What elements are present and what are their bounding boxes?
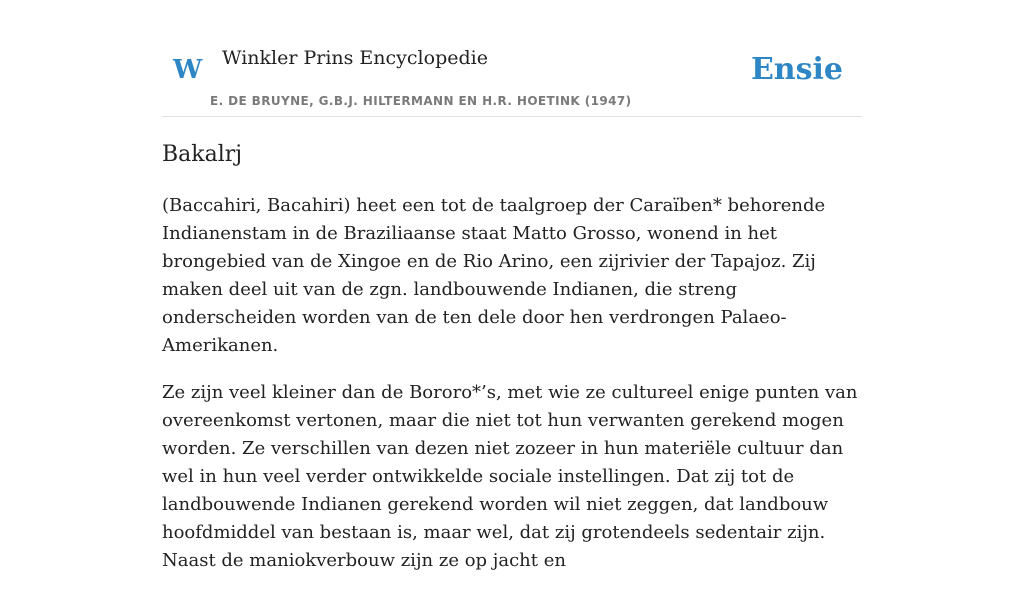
authors-subtitle: E. DE BRUYNE, G.B.J. HILTERMANN EN H.R. HOETINK (1947) <box>210 94 632 108</box>
article-paragraph-1: (Baccahiri, Bacahiri) heet een tot de taalgroep der Caraïben* behorende Indianenstam in de Braziliaanse staat Matto Grosso, wonend in het brongebied van de Xingoe en de Rio Arino, een zijrivier der Tapajoz. Zij maken deel uit van de zgn. landbouwende Indianen, die streng onderscheiden worden van de ten dele door hen verdrongen Palaeo-Amerikanen. <box>162 195 826 356</box>
site-header <box>162 0 862 117</box>
article-paragraph-2: Ze zijn veel kleiner dan de Bororo*’s, met wie ze cultureel enige punten van overeenkomst vertonen, maar die niet tot hun verwanten gerekend mogen worden. Ze verschillen van dezen niet zozeer in hun materiële cultuur dan wel in hun veel verder ontwikkelde sociale instellingen. Dat zij tot de landbouwende Indianen gerekend worden wil niet zeggen, dat landbouw hoofdmiddel van bestaan is, maar wel, dat zij grotendeels sedentair zijn. Naast de maniokverbouw zijn ze op jacht en <box>162 382 858 571</box>
article-title: Bakalrj <box>162 142 243 167</box>
logo-w-icon[interactable]: W <box>173 55 203 85</box>
site-title[interactable]: Winkler Prins Encyclopedie <box>222 47 488 69</box>
ensie-brand-logo[interactable]: Ensie <box>750 52 843 87</box>
article-body <box>162 192 874 594</box>
